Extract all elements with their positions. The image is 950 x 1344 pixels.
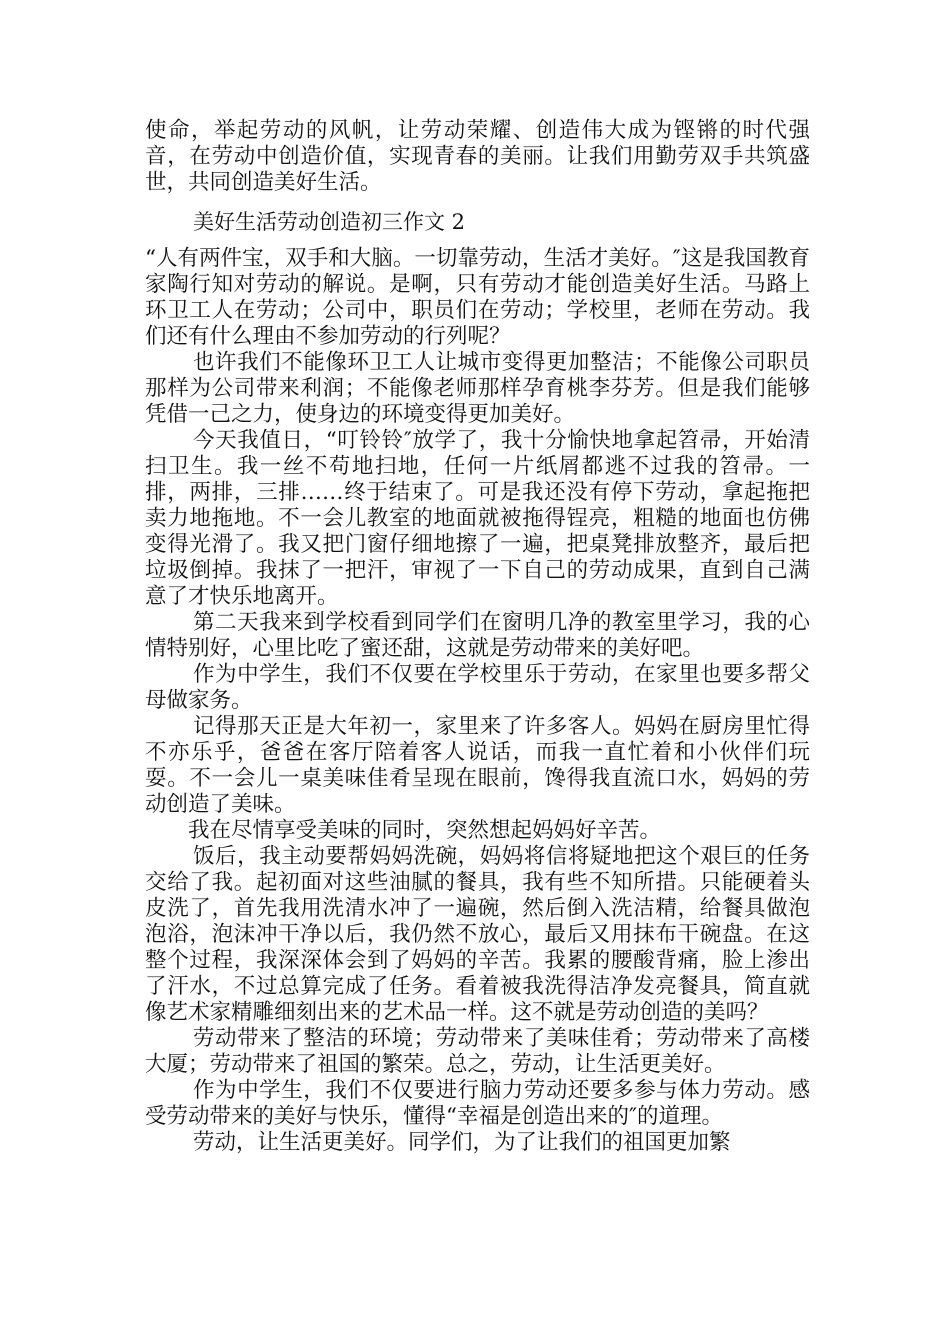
paragraph-10: 作为中学生，我们不仅要进行脑力劳动还要多参与体力劳动。感受劳动带来的美好与快乐，懂得“幸福是创造出来的″的道理。 — [145, 1078, 810, 1129]
paragraph-8: 饭后，我主动要帮妈妈洗碗，妈妈将信将疑地把这个艰巨的任务交给了我。起初面对这些油腻的餐具，我有些不知所措。只能硬着头皮洗了，首先我用洗清水冲了一遍碗，然后倒入洗洁精，给餐具做泡泡浴，泡沫冲干净以后，我仍然不放心，最后又用抹布干碗盘。在这整个过程，我深深体会到了妈妈的辛苦。我累的腰酸背痛，脸上渗出了汗水，不过总算完成了任务。看着被我洗得洁净发亮餐具，简直就像艺术家精雕细刻出来的艺术品一样。这不就是劳动创造的美吗？ — [145, 844, 810, 1025]
paragraph-7: 我在尽情享受美味的同时，突然想起妈妈好辛苦。 — [188, 818, 662, 843]
document-page — [145, 118, 810, 1156]
paragraph-5: 作为中学生，我们不仅要在学校里乐于劳动，在家里也要多帮父母做家务。 — [145, 662, 810, 713]
paragraph-3: 今天我值日，“叮铃铃″放学了，我十分愉快地拿起笤帚，开始清扫卫生。我一丝不苟地扫地，任何一片纸屑都逃不过我的笤帚。一排，两排，三排……终于结束了。可是我还没有停下劳动，拿起拖把卖力地拖地。不一会儿教室的地面就被拖得锃亮，粗糙的地面也仿佛变得光滑了。我又把门窗仔细地擦了一遍，把桌凳排放整齐，最后把垃圾倒掉。我抹了一把汗，审视了一下自己的劳动成果，直到自己满意了才快乐地离开。 — [145, 428, 810, 609]
paragraph-1: “人有两件宝，双手和大脑。一切靠劳动，生活才美好。″这是我国教育家陶行知对劳动的解说。是啊，只有劳动才能创造美好生活。马路上环卫工人在劳动；公司中，职员们在劳动；学校里，老师在劳动。我们还有什么理由不参加劳动的行列呢？ — [145, 246, 810, 349]
paragraph-2: 也许我们不能像环卫工人让城市变得更加整洁；不能像公司职员那样为公司带来利润；不能像老师那样孕育桃李芬芳。但是我们能够凭借一己之力，使身边的环境变得更加美好。 — [145, 350, 810, 427]
intro-paragraph: 使命，举起劳动的风帆，让劳动荣耀、创造伟大成为铿锵的时代强音，在劳动中创造价值，实现青春的美丽。让我们用勤劳双手共筑盛世，共同创造美好生活。 — [145, 118, 810, 195]
paragraph-9: 劳动带来了整洁的环境；劳动带来了美味佳肴；劳动带来了高楼大厦；劳动带来了祖国的繁荣。总之，劳动，让生活更美好。 — [145, 1026, 810, 1077]
paragraph-11: 劳动，让生活更美好。同学们，为了让我们的祖国更加繁 — [193, 1130, 731, 1155]
paragraph-6: 记得那天正是大年初一，家里来了许多客人。妈妈在厨房里忙得不亦乐乎，爸爸在客厅陪着客人说话，而我一直忙着和小伙伴们玩耍。不一会儿一桌美味佳肴呈现在眼前，馋得我直流口水，妈妈的劳动创造了美味。 — [145, 714, 810, 817]
paragraph-4: 第二天我来到学校看到同学们在窗明几净的教室里学习，我的心情特别好，心里比吃了蜜还甜，这就是劳动带来的美好吧。 — [145, 610, 810, 661]
section-title: 美好生活劳动创造初三作文 2 — [193, 210, 466, 234]
